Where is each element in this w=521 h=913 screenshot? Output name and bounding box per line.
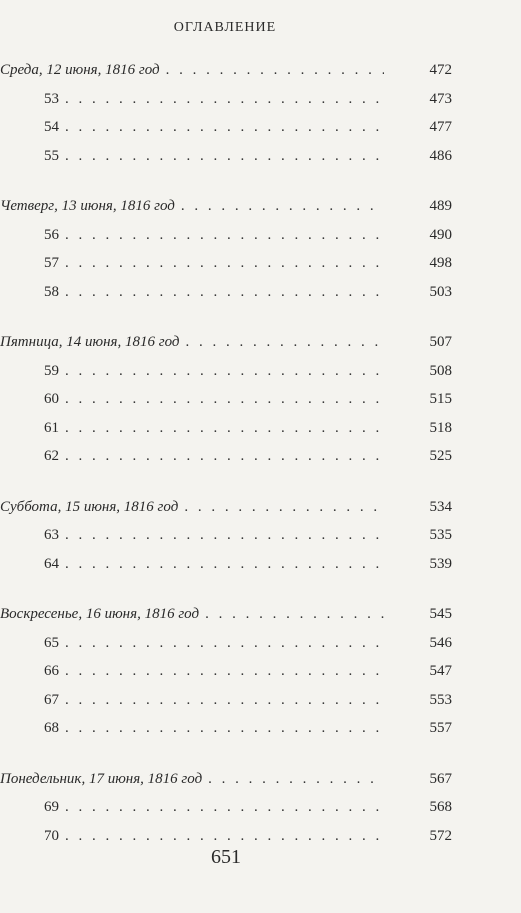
toc-chapter-entry-page: 498 [429, 255, 452, 271]
toc-section-entry[interactable] [0, 499, 452, 528]
dot-leader [65, 635, 384, 652]
toc-chapter-entry[interactable] [0, 148, 452, 177]
toc-chapter-entry[interactable] [0, 799, 452, 828]
toc-section-entry-title: Воскресенье, 16 июня, 1816 год [0, 606, 200, 622]
toc-chapter-entry[interactable] [0, 255, 452, 284]
dot-leader [65, 828, 384, 845]
toc-chapter-entry-title: 60 [44, 391, 59, 407]
toc-group [0, 198, 452, 312]
toc-group [0, 606, 452, 749]
toc-chapter-entry[interactable] [0, 448, 452, 477]
toc-section-entry-title: Понедельник, 17 июня, 1816 год [0, 770, 203, 787]
toc-chapter-entry-title: 56 [44, 226, 59, 243]
toc-chapter-entry-page: 477 [429, 119, 452, 135]
toc-chapter-entry-title: 58 [44, 283, 59, 300]
dot-leader [65, 663, 384, 680]
toc-chapter-entry[interactable] [0, 284, 452, 313]
toc-section-entry-title: Пятница, 14 июня, 1816 год [0, 334, 180, 350]
toc-group [0, 771, 452, 857]
table-of-contents [0, 62, 452, 878]
toc-chapter-entry-page: 518 [429, 419, 452, 436]
dot-leader [65, 420, 384, 437]
dot-leader [65, 391, 384, 408]
toc-section-entry-page: 545 [429, 606, 452, 622]
toc-chapter-entry-title: 53 [44, 90, 59, 107]
toc-chapter-entry[interactable] [0, 635, 452, 664]
toc-section-entry[interactable] [0, 606, 452, 635]
toc-chapter-entry-page: 557 [429, 720, 452, 736]
toc-chapter-entry-page: 535 [429, 527, 452, 543]
toc-chapter-entry-title: 61 [44, 419, 59, 436]
toc-chapter-entry-title: 59 [44, 362, 59, 379]
page-number: 651 [211, 846, 241, 868]
toc-chapter-entry-title: 65 [44, 634, 59, 651]
toc-chapter-entry-title: 55 [44, 147, 59, 164]
toc-chapter-entry-title: 54 [44, 119, 59, 135]
toc-chapter-entry-page: 547 [429, 663, 452, 679]
toc-chapter-entry[interactable] [0, 720, 452, 749]
toc-chapter-entry-title: 70 [44, 827, 59, 844]
dot-leader [205, 606, 384, 623]
toc-chapter-entry-title: 63 [44, 527, 59, 543]
toc-chapter-entry[interactable] [0, 119, 452, 148]
toc-section-entry-page: 534 [429, 498, 452, 515]
dot-leader [186, 334, 385, 351]
toc-chapter-entry[interactable] [0, 227, 452, 256]
toc-section-entry-page: 472 [429, 62, 452, 78]
toc-chapter-entry-title: 64 [44, 555, 59, 572]
dot-leader [166, 62, 384, 79]
toc-chapter-entry[interactable] [0, 391, 452, 420]
toc-chapter-entry-title: 69 [44, 799, 59, 815]
toc-section-entry-page: 507 [429, 334, 452, 350]
toc-chapter-entry-page: 486 [429, 147, 452, 164]
toc-section-entry-title: Суббота, 15 июня, 1816 год [0, 498, 179, 515]
dot-leader [65, 448, 384, 465]
dot-leader [65, 91, 384, 108]
toc-chapter-entry-page: 515 [429, 391, 452, 407]
toc-section-entry-title: Среда, 12 июня, 1816 год [0, 62, 160, 78]
dot-leader [65, 556, 384, 573]
toc-chapter-entry-title: 57 [44, 255, 59, 271]
toc-chapter-entry-title: 68 [44, 720, 59, 736]
toc-section-entry[interactable] [0, 62, 452, 91]
toc-section-entry[interactable] [0, 771, 452, 800]
dot-leader [65, 527, 384, 544]
dot-leader [65, 119, 384, 136]
dot-leader [65, 363, 384, 380]
toc-chapter-entry[interactable] [0, 663, 452, 692]
dot-leader [208, 771, 384, 788]
toc-chapter-entry-title: 62 [44, 448, 59, 464]
toc-chapter-entry[interactable] [0, 91, 452, 120]
dot-leader [65, 692, 384, 709]
toc-chapter-entry[interactable] [0, 556, 452, 585]
toc-chapter-entry[interactable] [0, 363, 452, 392]
page-header: ОГЛАВЛЕНИЕ [173, 20, 277, 35]
toc-section-entry[interactable] [0, 198, 452, 227]
toc-chapter-entry-page: 503 [429, 283, 452, 300]
dot-leader [65, 284, 384, 301]
dot-leader [184, 499, 384, 516]
toc-chapter-entry[interactable] [0, 692, 452, 721]
toc-chapter-entry-page: 539 [429, 555, 452, 572]
toc-section-entry[interactable] [0, 334, 452, 363]
toc-chapter-entry-page: 568 [429, 799, 452, 815]
toc-chapter-entry-page: 490 [429, 226, 452, 243]
dot-leader [65, 227, 384, 244]
toc-chapter-entry-page: 553 [429, 691, 452, 708]
toc-chapter-entry[interactable] [0, 527, 452, 556]
toc-chapter-entry[interactable] [0, 420, 452, 449]
toc-chapter-entry-page: 508 [429, 362, 452, 379]
toc-chapter-entry-page: 525 [429, 448, 452, 464]
toc-section-entry-page: 567 [429, 770, 452, 787]
toc-chapter-entry-page: 572 [429, 827, 452, 844]
toc-section-entry-page: 489 [429, 198, 452, 214]
dot-leader [65, 255, 384, 272]
toc-chapter-entry-page: 546 [429, 634, 452, 651]
toc-group [0, 62, 452, 176]
dot-leader [65, 148, 384, 165]
dot-leader [65, 720, 384, 737]
toc-chapter-entry-page: 473 [429, 90, 452, 107]
toc-chapter-entry-title: 67 [44, 691, 59, 708]
toc-section-entry-title: Четверг, 13 июня, 1816 год [0, 198, 175, 214]
toc-group [0, 334, 452, 477]
toc-chapter-entry-title: 66 [44, 663, 59, 679]
toc-group [0, 499, 452, 585]
dot-leader [181, 198, 384, 215]
dot-leader [65, 799, 384, 816]
